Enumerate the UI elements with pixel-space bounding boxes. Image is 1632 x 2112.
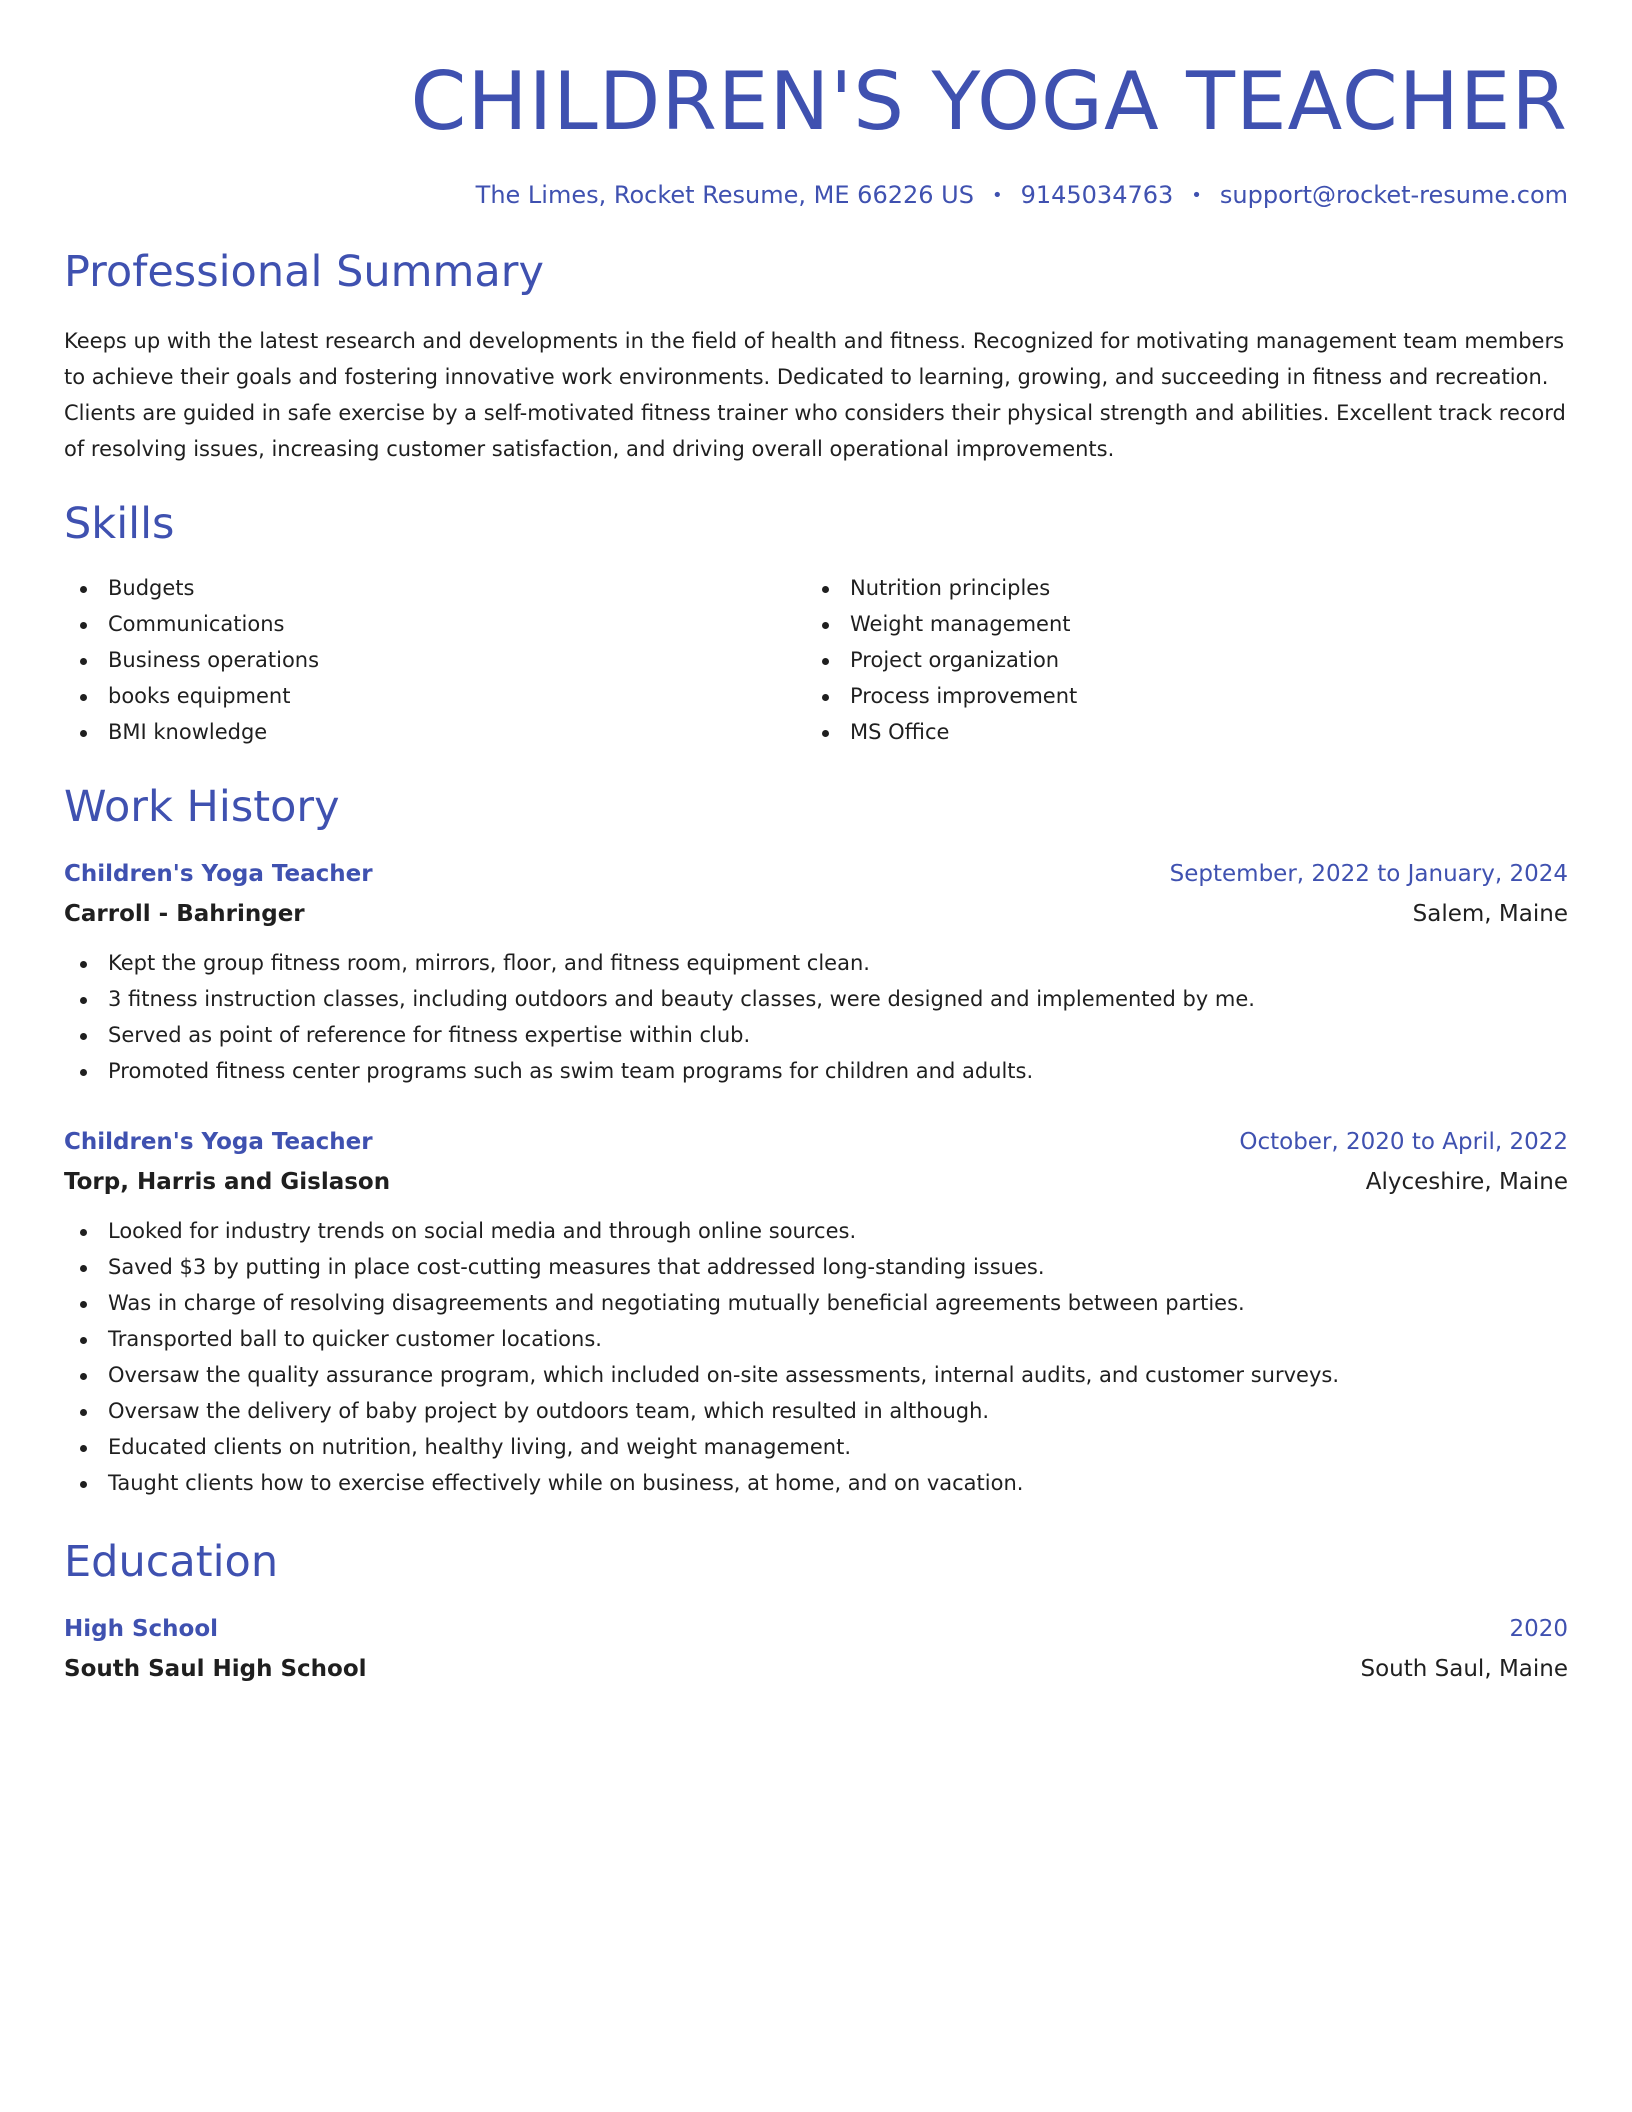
summary-text: Keeps up with the latest research and developments in the field of health and fitness. Recognized for motivating management team members to achieve their goals and fostering innovative work environments. Dedicated to learning, growing, and succeeding in fitness and recreation. Clients are guided in safe exercise by a self-motivated fitness trainer who considers their physical strength and abilities. Excellent track record of resolving issues, increasing customer satisfaction, and driving overall operational improvements. (64, 329, 1566, 461)
skill-item: MS Office (806, 714, 1548, 750)
education-subheader (64, 1644, 1568, 1684)
job-bullet: Saved $3 by putting in place cost-cutting measures that addressed long-standing issues. (64, 1249, 1568, 1285)
job-employer: Torp, Harris and Gislason (64, 1169, 391, 1195)
contact-address: The Limes, Rocket Resume, ME 66226 US (475, 181, 974, 209)
job-location: Alyceshire, Maine (1365, 1169, 1568, 1195)
education-year: 2020 (1509, 1616, 1568, 1642)
job-bullet: Promoted fitness center programs such as swim team programs for children and adults. (64, 1053, 1568, 1089)
education-entry (64, 1614, 1568, 1684)
job-title: Children's Yoga Teacher (64, 1129, 373, 1155)
job-subheader (64, 1157, 1568, 1197)
job-bullets (64, 945, 1568, 1089)
summary-heading: Professional Summary (64, 247, 544, 297)
job-entry (64, 1127, 1568, 1501)
skills-column-left (64, 570, 806, 750)
job-subheader (64, 889, 1568, 929)
job-bullet: Oversaw the delivery of baby project by outdoors team, which resulted in although. (64, 1393, 1568, 1429)
job-title: Children's Yoga Teacher (64, 861, 373, 887)
education-degree: High School (64, 1616, 219, 1642)
skills-heading: Skills (64, 499, 175, 549)
job-bullet: Taught clients how to exercise effectively while on business, at home, and on vacation. (64, 1465, 1568, 1501)
education-school: South Saul High School (64, 1656, 367, 1682)
job-bullet: Was in charge of resolving disagreements and negotiating mutually beneficial agreements between parties. (64, 1285, 1568, 1321)
skill-item: BMI knowledge (64, 714, 806, 750)
job-bullet: Looked for industry trends on social media and through online sources. (64, 1213, 1568, 1249)
job-dates: October, 2020 to April, 2022 (1239, 1129, 1568, 1155)
education-location: South Saul, Maine (1360, 1656, 1568, 1682)
skill-item: Business operations (64, 642, 806, 678)
contact-separator: • (1191, 185, 1202, 206)
job-bullet: Transported ball to quicker customer locations. (64, 1321, 1568, 1357)
work-history-heading: Work History (64, 782, 340, 832)
skills-column-right (806, 570, 1548, 750)
job-employer: Carroll - Bahringer (64, 901, 305, 927)
skill-item: books equipment (64, 678, 806, 714)
job-location: Salem, Maine (1412, 901, 1568, 927)
job-bullet: 3 fitness instruction classes, including outdoors and beauty classes, were designed and implemented by me. (64, 981, 1568, 1017)
skill-item: Budgets (64, 570, 806, 606)
job-header (64, 859, 1568, 889)
job-entry (64, 859, 1568, 1089)
skill-item: Process improvement (806, 678, 1548, 714)
education-heading: Education (64, 1537, 279, 1587)
job-bullet: Oversaw the quality assurance program, which included on-site assessments, internal audits, and customer surveys. (64, 1357, 1568, 1393)
contact-email[interactable]: support@rocket-resume.com (1219, 181, 1568, 209)
skill-item: Weight management (806, 606, 1548, 642)
education-header (64, 1614, 1568, 1644)
contact-phone: 9145034763 (1020, 181, 1174, 209)
contact-separator: • (991, 185, 1003, 206)
job-bullet: Kept the group fitness room, mirrors, floor, and fitness equipment clean. (64, 945, 1568, 981)
job-dates: September, 2022 to January, 2024 (1169, 861, 1568, 887)
skill-item: Project organization (806, 642, 1548, 678)
skills-list (64, 570, 1568, 750)
job-bullets (64, 1213, 1568, 1501)
job-bullet: Educated clients on nutrition, healthy living, and weight management. (64, 1429, 1568, 1465)
job-header (64, 1127, 1568, 1157)
skill-item: Communications (64, 606, 806, 642)
resume-page (64, 0, 1568, 1684)
contact-line (64, 183, 1568, 207)
candidate-name: CHILDREN'S YOGA TEACHER (410, 55, 1568, 148)
job-bullet: Served as point of reference for fitness expertise within club. (64, 1017, 1568, 1053)
skill-item: Nutrition principles (806, 570, 1548, 606)
